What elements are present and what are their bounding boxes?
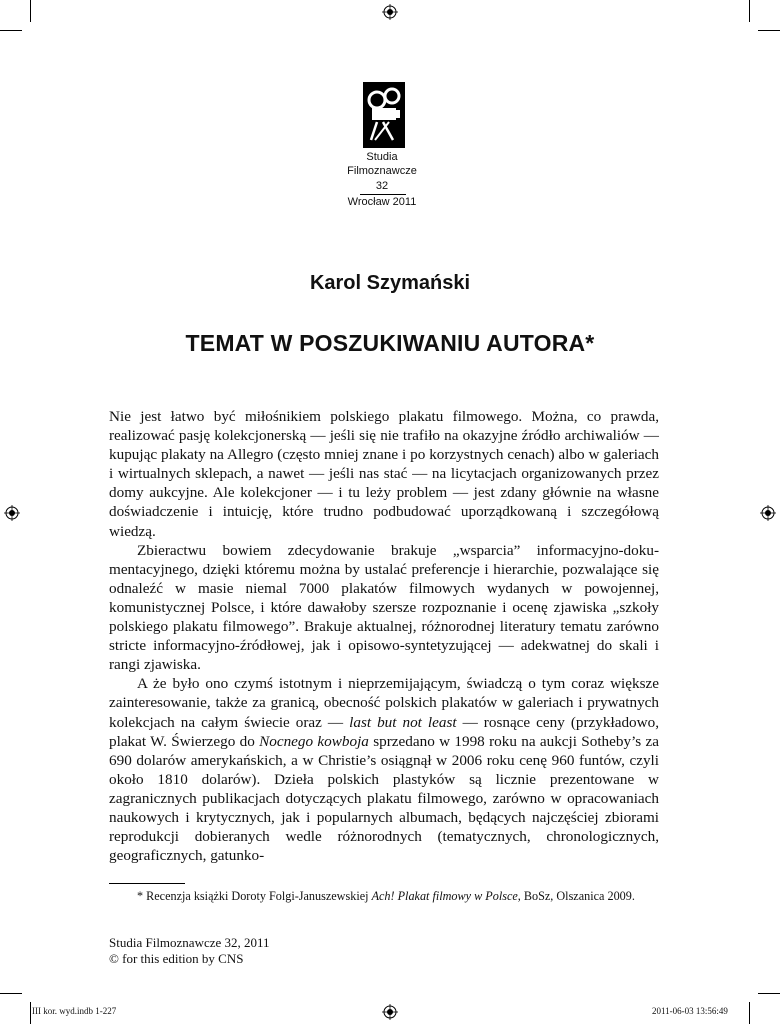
journal-place-year: Wrocław 2011 bbox=[347, 196, 417, 208]
crop-mark-top-left bbox=[30, 0, 31, 22]
article-author: Karol Szymański bbox=[309, 272, 471, 294]
journal-volume: 32 bbox=[375, 180, 389, 192]
paragraph-3-part-c: sprzedano w 1998 roku na aukcji Sotheby’s za 690 dolarów amerykańskich, a w Christie’s osiągnął w 2006 roku cenę 960 funtów, czyli około 1810 dolarów). Dzieła polskich plastyków są licznie prezentowane w zagranicznych publikacjach dotyczących plakatu filmowego, zarówno w opracowaniach naukowych i krytycznych, jak i popularnych albumach, będących najczęściej zbiorami reprodukcji dobieranych wedle różnorodnych (tematycznych, chronologicznych, geograficznych, gatunko- bbox=[109, 732, 659, 865]
footer-copyright-line: © for this edition by CNS bbox=[109, 951, 244, 966]
registration-mark-icon bbox=[760, 505, 776, 521]
crop-mark-top-left-h bbox=[0, 30, 22, 31]
paragraph-1: Nie jest łatwo być miłośnikiem polskiego plakatu filmowego. Można, co prawda, realizować pasję kolekcjonerską — jeśli się nie trafiło na okazyjne źródło archiwaliów — kupując plakaty na Allegro (często mniej znane i po korzystnych cenach) albo w galeriach i wirtualnych sklepach, a nawet — jeśli nas stać — na licytacjach organizowanych przez domy aukcyjne. Ale kolekcjoner — i tu leży problem — jest zdany głównie na własne doświadczenie i intuicję, które trudno podbudować uporządkowaną i szczegółową wiedzą. bbox=[109, 408, 659, 540]
article-body bbox=[109, 407, 659, 865]
registration-mark-icon bbox=[382, 1004, 398, 1020]
footnote-part-a: * Recenzja książki Doroty Folgi-Januszewskiej bbox=[137, 889, 372, 903]
footnote-part-b: , BoSz, Olszanica 2009. bbox=[517, 889, 635, 903]
registration-mark-icon bbox=[4, 505, 20, 521]
paragraph-3-part-b: — rosnące ceny (przykładowo, plakat W. Świerzego do bbox=[109, 713, 659, 750]
crop-mark-bottom-right-h bbox=[758, 993, 780, 994]
footer-journal-line: Studia Filmoznawcze 32, 2011 bbox=[109, 935, 270, 950]
paragraph-3-italic-phrase: last but not least bbox=[349, 713, 457, 731]
crop-mark-top-right bbox=[749, 0, 750, 22]
slug-file-info: III kor. wyd.indb 1-227 bbox=[32, 1006, 117, 1016]
paragraph-3-film-title: Nocnego kowboja bbox=[259, 732, 369, 750]
registration-mark-icon bbox=[382, 4, 398, 20]
paragraph-2: Zbieractwu bowiem zdecydowanie brakuje „wsparcia” informacyjno-dokumentacyjnego, dzięki któremu można by ustalać preferencje i hierarchie, pozwalające się odnaleźć w masie niemal 7000 plakatów filmowych wydanych w powojennej, komunistycznej Polsce, i które dawałoby szersze rozpoznanie i ocenę zjawiska „szkoły polskiego plakatu filmowego”. Brakuje aktualnej, różnorodnej literatury tematu zarówno stricte informacyjno-źródłowej, jak i opisowo-syntetyzującej — adekwatnej do skali i rangi zjawiska. bbox=[109, 541, 659, 674]
footnote-divider bbox=[109, 883, 185, 884]
footnote-book-title: Ach! Plakat filmowy w Polsce bbox=[371, 889, 518, 903]
crop-mark-bottom-left-h bbox=[0, 993, 22, 994]
crop-mark-bottom-left bbox=[30, 1002, 31, 1024]
paragraph-3 bbox=[109, 674, 659, 865]
paragraph-3-part-a: A że było ono czymś istotnym i nieprzemijającym, świadczą o tym coraz większe zainteresowanie, także za granicą, obecność polskich plakatów w galeriach i prywatnych kolekcjach na całym świecie oraz — bbox=[109, 675, 659, 731]
footnote bbox=[109, 888, 659, 904]
article-title: TEMAT W POSZUKIWANIU AUTORA* bbox=[185, 330, 595, 356]
journal-name-line1: Studia bbox=[366, 151, 398, 163]
crop-mark-top-right-h bbox=[758, 30, 780, 31]
journal-name-line2: Filmoznawcze bbox=[347, 165, 417, 177]
film-camera-logo-icon bbox=[363, 82, 405, 148]
crop-mark-bottom-right bbox=[749, 1002, 750, 1024]
copyright-footer bbox=[109, 935, 270, 967]
slug-timestamp: 2011-06-03 13:56:49 bbox=[652, 1006, 728, 1016]
